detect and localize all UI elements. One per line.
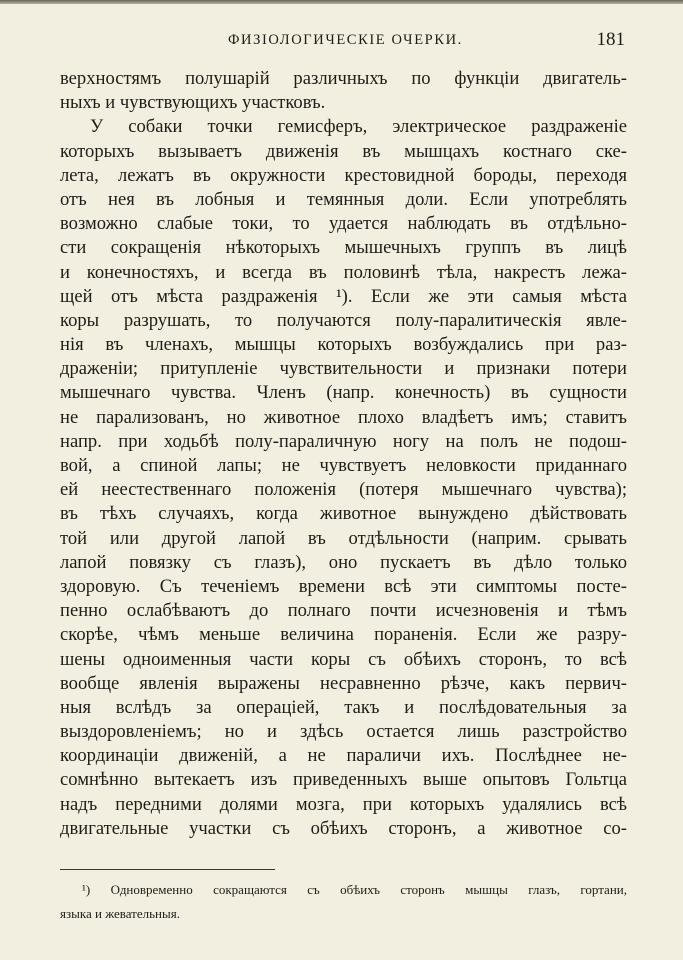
text-line: верхностямъ полушарій различныхъ по функціи двигатель- (60, 68, 627, 89)
text-line: отъ нея въ лобныя и темянныя доли. Если употреблять (60, 188, 627, 210)
text-line: выздоровленіемъ; но и здѣсь остается лишь разстройство (60, 721, 627, 743)
text-line: пенно ослабѣваютъ до полнаго почти исчезновенія и тѣмъ (60, 600, 627, 622)
text-line: мышечнаго чувства. Членъ (напр. конечность) въ сущности (60, 382, 627, 404)
text-line: въ тѣхъ случаяхъ, когда животное вынуждено дѣйствовать (60, 503, 627, 525)
footnote-line: языка и жевательныя. (60, 906, 180, 921)
text-line: шены одноименныя части коры съ обѣихъ сторонъ, то всѣ (60, 648, 627, 670)
text-line: ныхъ и чувствующихъ участковъ. (60, 92, 326, 114)
text-line: здоровую. Съ теченіемъ времени всѣ эти симптомы посте- (60, 575, 627, 597)
running-header (0, 30, 683, 52)
text-line: не парализованъ, но животное плохо владѣетъ имъ; ставитъ (60, 406, 627, 428)
page-top-edge (0, 0, 683, 4)
text-line: щей отъ мѣста раздраженія ¹). Если же эти самыя мѣста (60, 285, 627, 307)
text-line: лета, лежатъ въ окружности крестовидной бороды, переходя (60, 164, 627, 186)
text-line: вой, а спиной лапы; не чувствуетъ неловкости приданнаго (60, 455, 627, 476)
text-line: нія въ членахъ, мышцы которыхъ возбуждались при раз- (60, 334, 627, 356)
text-line: которыхъ вызываетъ движенія въ мышцахъ костнаго ске- (60, 140, 627, 162)
text-line: и конечностяхъ, и всегда въ половинѣ тѣла, накрестъ лежа- (60, 261, 627, 283)
text-line: той или другой лапой въ отдѣльности (наприм. срывать (60, 527, 627, 549)
text-line: ей неестественнаго положенія (потеря мышечнаго чувства); (60, 479, 627, 501)
paragraph-start-line: У собаки точки гемисферъ, электрическое раздраженіе (90, 116, 627, 138)
text-line: сомнѣнно вытекаетъ изъ приведенныхъ выше опытовъ Гольтца (60, 769, 627, 791)
text-line: координаціи движеній, а не параличи ихъ. Послѣднее не- (60, 745, 627, 767)
text-line: скорѣе, чѣмъ меньше величина пораненія. Если же разру- (60, 624, 627, 646)
running-title: ФИЗIОЛОГИЧЕСКIЕ ОЧЕРКИ. (228, 32, 463, 48)
text-line: коры разрушать, то получаются полу-паралитическія явле- (60, 309, 627, 331)
text-line: напр. при ходьбѣ полу-параличную ногу на полъ не подош- (60, 430, 627, 452)
text-line: сти сокращенія нѣкоторыхъ мышечныхъ группъ въ лицѣ (60, 237, 627, 259)
text-line: надъ передними долями мозга, при которыхъ удалялись всѣ (60, 793, 627, 815)
footnote (60, 878, 627, 926)
text-line: вообще явленія выражены несравненно рѣзче, какъ первич- (60, 672, 627, 694)
text-line: драженіи; притупленіе чувствительности и признаки потери (60, 358, 627, 380)
text-line: ныя вслѣдъ за операціей, такъ и послѣдовательныя за (60, 696, 627, 718)
text-line: лапой повязку съ глазъ), оно пускаетъ въ дѣло только (60, 551, 627, 573)
footnote-line: ¹) Одновременно сокращаются съ обѣихъ сторонъ мышцы глазъ, гортани, (82, 882, 627, 897)
text-line: двигательные участки съ обѣихъ сторонъ, а животное со- (60, 817, 627, 839)
page-number: 181 (596, 29, 625, 50)
footnote-divider (60, 869, 275, 870)
text-line: возможно слабые токи, то удается наблюдать въ отдѣльно- (60, 213, 627, 235)
body-text (60, 67, 627, 841)
